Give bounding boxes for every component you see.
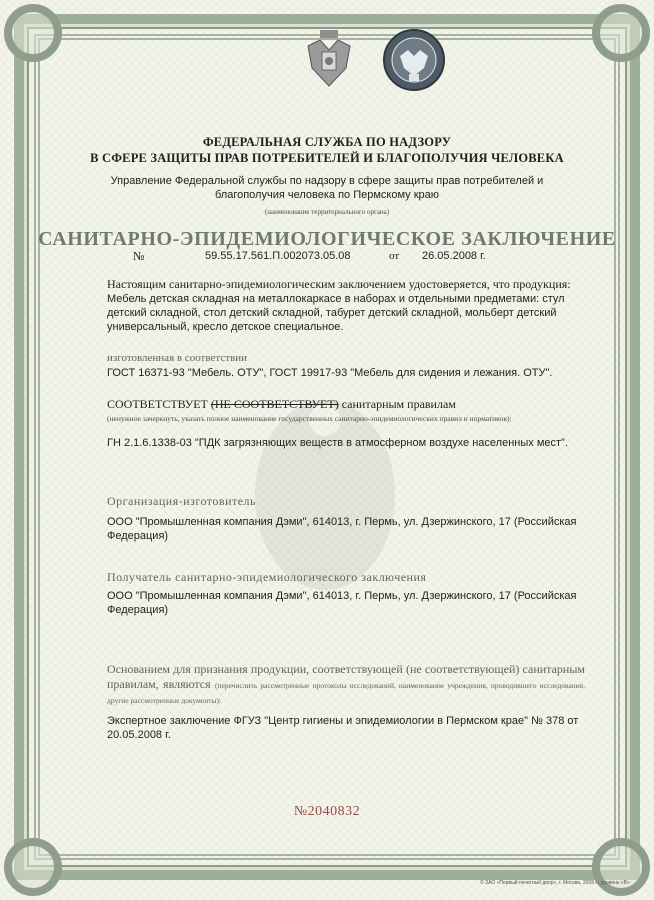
- compliance-line: [107, 397, 456, 412]
- agency-name-line2: В СФЕРЕ ЗАЩИТЫ ПРАВ ПОТРЕБИТЕЛЕЙ И БЛАГОПОЛУЧИЯ ЧЕЛОВЕКА: [90, 151, 564, 165]
- serial-number: №2040832: [293, 804, 361, 819]
- regional-body-caption: (наименование территориального органа): [264, 208, 390, 216]
- sanitary-rules: ГН 2.1.6.1338-03 "ПДК загрязняющих веществ в атмосферном воздухе населенных мест".: [107, 437, 568, 449]
- document-title: САНИТАРНО-ЭПИДЕМИОЛОГИЧЕСКОЕ ЗАКЛЮЧЕНИЕ: [38, 228, 616, 250]
- manufacturer-label: Организация-изготовитель: [107, 494, 257, 508]
- recipient-label: Получатель санитарно-эпидемиологического заключения: [107, 570, 427, 584]
- manufactured-standards: ГОСТ 16371-93 "Мебель. ОТУ", ГОСТ 19917-93 "Мебель для сидения и лежания. ОТУ".: [107, 367, 553, 379]
- recipient-value: ООО "Промышленная компания Дэми", 614013, г. Пермь, ул. Дзержинского, 17 (Российская Федерация): [107, 590, 577, 616]
- certificate-number: 59.55.17.561.П.002073.05.08: [205, 250, 351, 262]
- manufactured-label: изготовленная в соответствии: [107, 352, 247, 364]
- basis-document: Экспертное заключение ФГУЗ "Центр гигиены и эпидемиологии в Пермском крае" № 378 от 20.05.2008 г.: [107, 715, 579, 741]
- date-label: от: [389, 250, 400, 262]
- not-corresponds-struck-text: (НЕ СООТВЕТСТВУЕТ): [210, 397, 339, 411]
- regional-body: Управление Федеральной службы по надзору в сфере защиты прав потребителей и благополучия человека по Пермскому краю: [110, 175, 544, 201]
- basis-label: Основанием для признания продукции, соответствующей (не соответствующей) санитарным правилам, являются: [107, 662, 585, 691]
- basis-text: [107, 662, 585, 707]
- manufacturer-value: ООО "Промышленная компания Дэми", 614013, г. Пермь, ул. Дзержинского, 17 (Российская Федерация): [107, 516, 577, 542]
- product-description: Мебель детская складная на металлокаркасе в наборах и отдельными предметами: стул детский складной, стол детский складной, табурет детский складной, мольберт детский универсальный, кресло детское специальное.: [107, 293, 565, 333]
- basis-note: (перечислить рассмотренные протоколы исследований, наименование учреждения, проводившего исследования, другие рассмотренные документы):: [107, 681, 586, 705]
- intro-text: Настоящим санитарно-эпидемиологическим заключением удостоверяется, что продукция:: [107, 277, 571, 291]
- compliance-note: (ненужное зачеркнуть, указать полное наименование государственных санитарно-эпидемиологических правил и нормативов):: [107, 414, 512, 423]
- certificate-date: 26.05.2008 г.: [422, 250, 486, 262]
- agency-name-line1: ФЕДЕРАЛЬНАЯ СЛУЖБА ПО НАДЗОРУ: [202, 135, 452, 149]
- corresponds-text: СООТВЕТСТВУЕТ: [107, 397, 208, 411]
- compliance-suffix: санитарным правилам: [338, 397, 456, 411]
- number-sign: №: [133, 249, 145, 263]
- printer-imprint: © ЗАО «Первый печатный двор», г. Москва, 2008 г., уровень «В»: [480, 880, 630, 886]
